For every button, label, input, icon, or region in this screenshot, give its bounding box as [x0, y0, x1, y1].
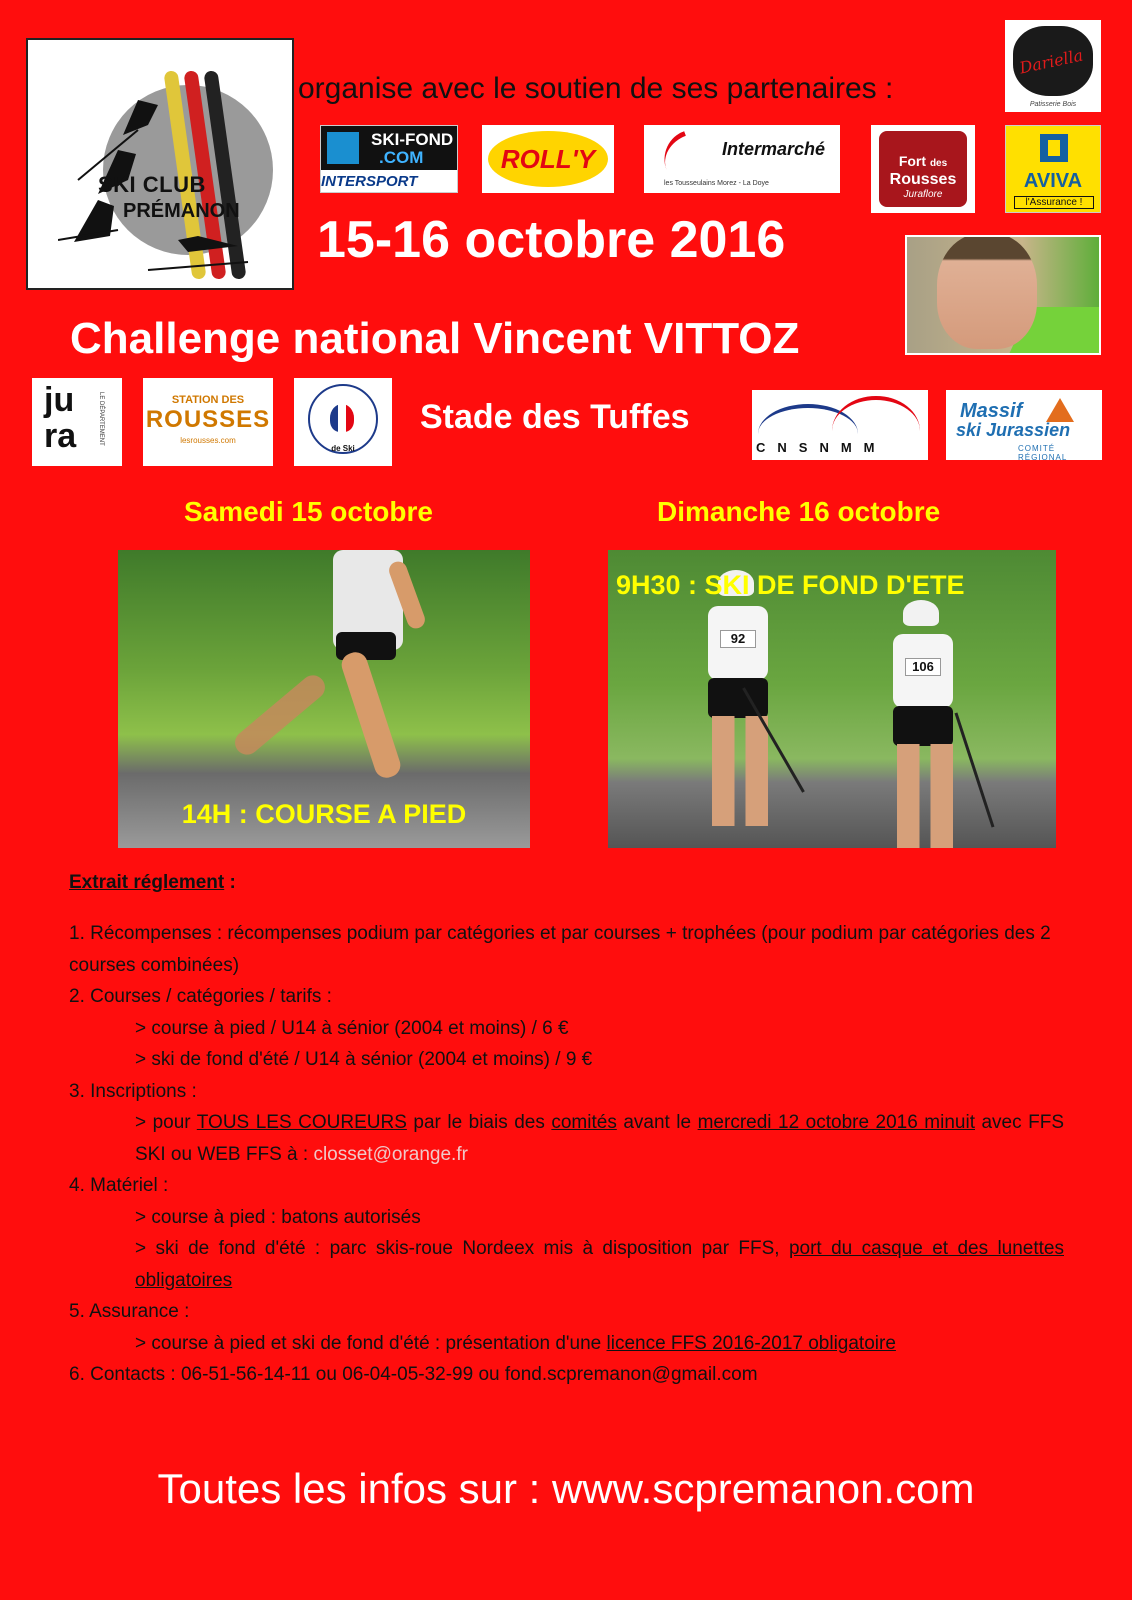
reglement-body: [69, 918, 1064, 1391]
massif-jurassien-logo: [946, 390, 1102, 460]
station-line3: lesrousses.com: [180, 436, 236, 445]
station-line2: ROUSSES: [145, 406, 271, 433]
mountain-icon: [1046, 398, 1074, 422]
massif-line3: COMITÉ RÉGIONAL: [1018, 444, 1068, 462]
ski-club-logo: [26, 38, 294, 290]
dariella-logo: [1005, 20, 1101, 112]
fort-line1: Fort des: [898, 153, 948, 169]
rooster-icon: [330, 404, 354, 432]
skifond-top: [321, 126, 457, 170]
rolly-logo: [482, 125, 614, 193]
federation-francaise-ski-logo: [294, 378, 392, 466]
reglement-item-3: 3. Inscriptions :: [69, 1080, 197, 1102]
sunday-caption: 9H30 : SKI DE FOND D'ETE: [616, 570, 965, 600]
intermarche-logo: [644, 125, 840, 193]
reglement-item-5a: > course à pied et ski de fond d'été : présentation d'une licence FFS 2016-2017 obligatoire: [135, 1332, 896, 1354]
jura-sub: LE DÉPARTEMENT: [98, 392, 104, 446]
challenge-title: Challenge national Vincent VITTOZ: [70, 314, 800, 363]
cnsnmm-label: CNSNMM: [756, 440, 887, 455]
ski-pole: [955, 712, 995, 827]
station-des-rousses-logo: [143, 378, 273, 466]
club-name-line2: PRÉMANON: [123, 200, 240, 222]
skier-shorts: [893, 706, 953, 746]
rollerski-photo: [608, 550, 1056, 848]
massif-line1: Massif: [960, 400, 1023, 422]
reglement-item-4: 4. Matériel :: [69, 1175, 169, 1196]
sunday-title: Dimanche 16 octobre: [657, 496, 941, 527]
reglement-item-3a: > pour TOUS LES COUREURS par le biais des comités avant le mercredi 12 octobre 2016 minuit avec FFS SKI ou WEB FFS à : closset@orange.fr: [135, 1112, 1065, 1165]
aviva-label: AVIVA: [1023, 170, 1083, 192]
skifond-intersport-logo: [320, 125, 458, 193]
skifond-line1: SKI-FOND: [371, 130, 454, 149]
fort-des-rousses-logo: [871, 125, 975, 213]
footer-website[interactable]: Toutes les infos sur : www.scpremanon.com: [157, 1465, 975, 1512]
skier-icon: [327, 132, 359, 164]
reglement-item-2b: > ski de fond d'été / U14 à sénior (2004 et moins) / 9 €: [135, 1049, 593, 1070]
station-line1: STATION DES: [171, 394, 245, 406]
fort-line2: Rousses: [889, 171, 957, 188]
intermarche-label: Intermarché: [722, 139, 826, 159]
reglement-item-5: 5. Assurance :: [69, 1301, 190, 1322]
skifond-line2: .COM: [379, 148, 424, 167]
event-date-title: 15-16 octobre 2016: [317, 211, 786, 269]
rolly-label: ROLL'Y: [488, 131, 608, 187]
skier-legs: [897, 744, 953, 848]
intermarche-sub: les Tousseulains Morez - La Doye: [664, 180, 769, 187]
reglement-item-4a: > course à pied : batons autorisés: [135, 1206, 421, 1228]
jura-logo: [32, 378, 122, 466]
reglement-item-2a: > course à pied / U14 à sénior (2004 et moins) / 6 €: [135, 1017, 569, 1039]
inscription-email-link[interactable]: closset@orange.fr: [313, 1143, 468, 1165]
running-photo: [118, 550, 530, 848]
aviva-sub: l'Assurance !: [1014, 196, 1094, 209]
bib-number: 106: [905, 658, 941, 676]
skier-legs: [712, 716, 768, 826]
club-name-line1: SKI CLUB: [98, 172, 206, 197]
runner-back-leg: [230, 670, 330, 759]
reglement-item-4b: > ski de fond d'été : parc skis-roue Nordeex mis à disposition par FFS, port du casque et des lunettes obligatoires: [135, 1238, 1064, 1291]
reglement-item-6: 6. Contacts : 06-51-56-14-11 ou 06-04-05-32-99 ou fond.scpremanon@gmail.com: [69, 1364, 758, 1385]
dariella-sub: Patisserie Bois: [1029, 101, 1077, 108]
aviva-logo: [1005, 125, 1101, 213]
fort-seal: [879, 131, 967, 207]
portrait-head: [937, 235, 1037, 349]
cnsnmm-arc-red: [832, 396, 920, 466]
aviva-mark-icon: [1040, 134, 1068, 162]
fort-line3: Juraflore: [903, 189, 943, 200]
tagline: organise avec le soutien de ses partenaires :: [298, 72, 894, 105]
vincent-vittoz-portrait: [905, 235, 1101, 355]
dariella-label: Dariella: [1017, 45, 1085, 78]
massif-line2: ski Jurassien: [956, 420, 1071, 440]
runner-front-leg: [339, 649, 404, 781]
reglement-title: Extrait réglement :: [69, 872, 236, 893]
intersport-label: INTERSPORT: [321, 173, 418, 190]
reglement-item-1: 1. Récompenses : récompenses podium par catégories et par courses + trophées (pour podium par catégories des 2 courses combinées): [69, 923, 1051, 976]
intermarche-swoosh-icon: [656, 131, 698, 179]
reglement-item-2: 2. Courses / catégories / tarifs :: [69, 986, 332, 1007]
jura-label: ju ra: [44, 381, 77, 455]
venue-title: Stade des Tuffes: [420, 398, 690, 436]
helmet-icon: [903, 600, 939, 626]
cnsnmm-logo: [752, 390, 928, 460]
bib-number: 92: [720, 630, 756, 648]
saturday-caption: 14H : COURSE A PIED: [181, 799, 467, 829]
saturday-title: Samedi 15 octobre: [184, 496, 433, 527]
ffs-label: de Ski: [331, 444, 355, 453]
